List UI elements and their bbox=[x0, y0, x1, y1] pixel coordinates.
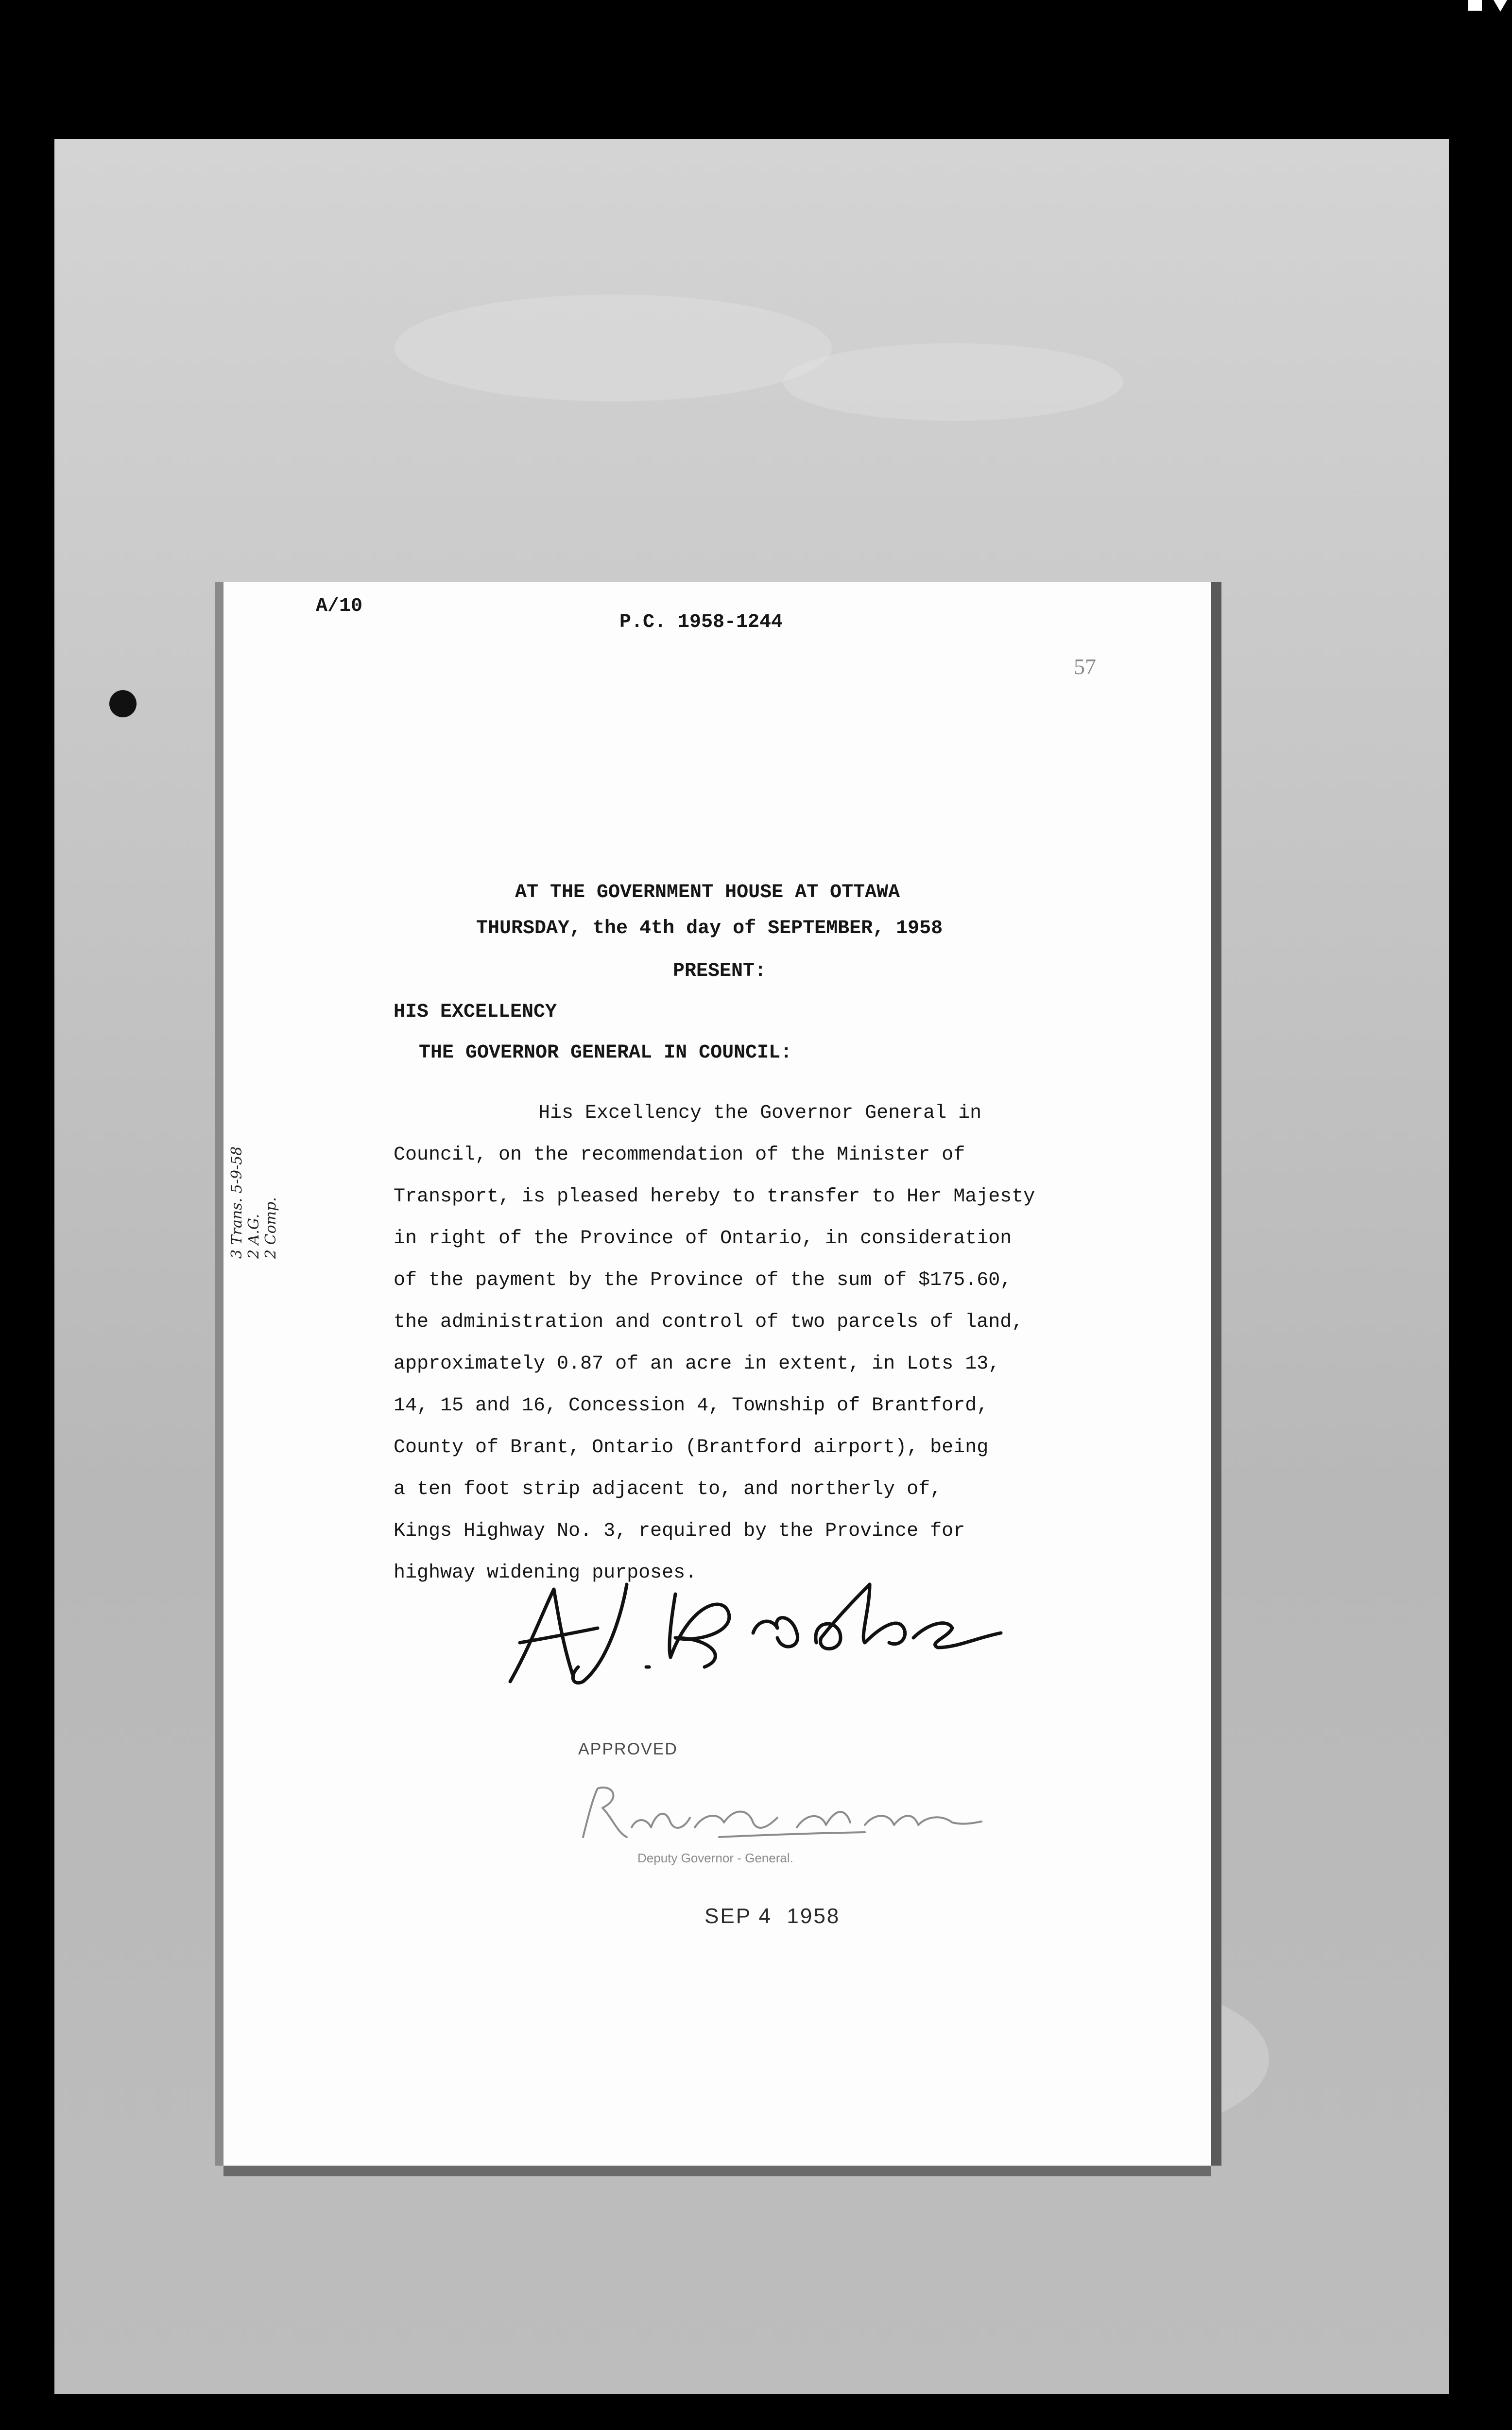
present-label: PRESENT: bbox=[673, 960, 767, 982]
margin-distribution-note: 3 Trans. 5-9-58 2 A.G. 2 Comp. bbox=[228, 1146, 279, 1259]
minister-signature bbox=[500, 1565, 1011, 1691]
scan-corner-mark bbox=[1444, 0, 1512, 19]
body-line: the administration and control of two parcels of land, bbox=[394, 1311, 1024, 1333]
heading-government-house: AT THE GOVERNMENT HOUSE AT OTTAWA bbox=[515, 882, 900, 903]
body-line: approximately 0.87 of an acre in extent, in Lots 13, bbox=[394, 1353, 1000, 1375]
body-line: of the payment by the Province of the sum of $175.60, bbox=[394, 1269, 1012, 1291]
body-line: 14, 15 and 16, Concession 4, Township of Brantford, bbox=[394, 1395, 989, 1417]
body-line: in right of the Province of Ontario, in consideration bbox=[394, 1228, 1012, 1250]
body-line: County of Brant, Ontario (Brantford airport), being bbox=[394, 1437, 989, 1458]
body-line: Transport, is pleased hereby to transfer to Her Majesty bbox=[394, 1186, 1035, 1208]
pc-number: P.C. 1958-1244 bbox=[619, 611, 783, 633]
punch-hole bbox=[109, 690, 137, 717]
approval-date-stamp: SEP 4 1958 bbox=[704, 1904, 841, 1928]
body-line: Kings Highway No. 3, required by the Province for bbox=[394, 1520, 965, 1542]
body-line: a ten foot strip adjacent to, and northerly of, bbox=[394, 1478, 942, 1500]
approved-stamp-label: APPROVED bbox=[578, 1740, 678, 1758]
body-line: Council, on the recommendation of the Minister of bbox=[394, 1144, 965, 1166]
body-line: highway widening purposes. bbox=[394, 1562, 697, 1584]
body-line: His Excellency the Governor General in bbox=[538, 1102, 982, 1124]
governor-general-in-council: THE GOVERNOR GENERAL IN COUNCIL: bbox=[419, 1042, 792, 1064]
heading-date: THURSDAY, the 4th day of SEPTEMBER, 1958 bbox=[476, 918, 943, 939]
file-number: A/10 bbox=[316, 595, 363, 617]
deputy-governor-general-label: Deputy Governor - General. bbox=[637, 1851, 793, 1865]
his-excellency: HIS EXCELLENCY bbox=[394, 1001, 557, 1023]
deputy-governor-signature bbox=[573, 1779, 991, 1852]
page-number: 57 bbox=[1074, 654, 1096, 679]
